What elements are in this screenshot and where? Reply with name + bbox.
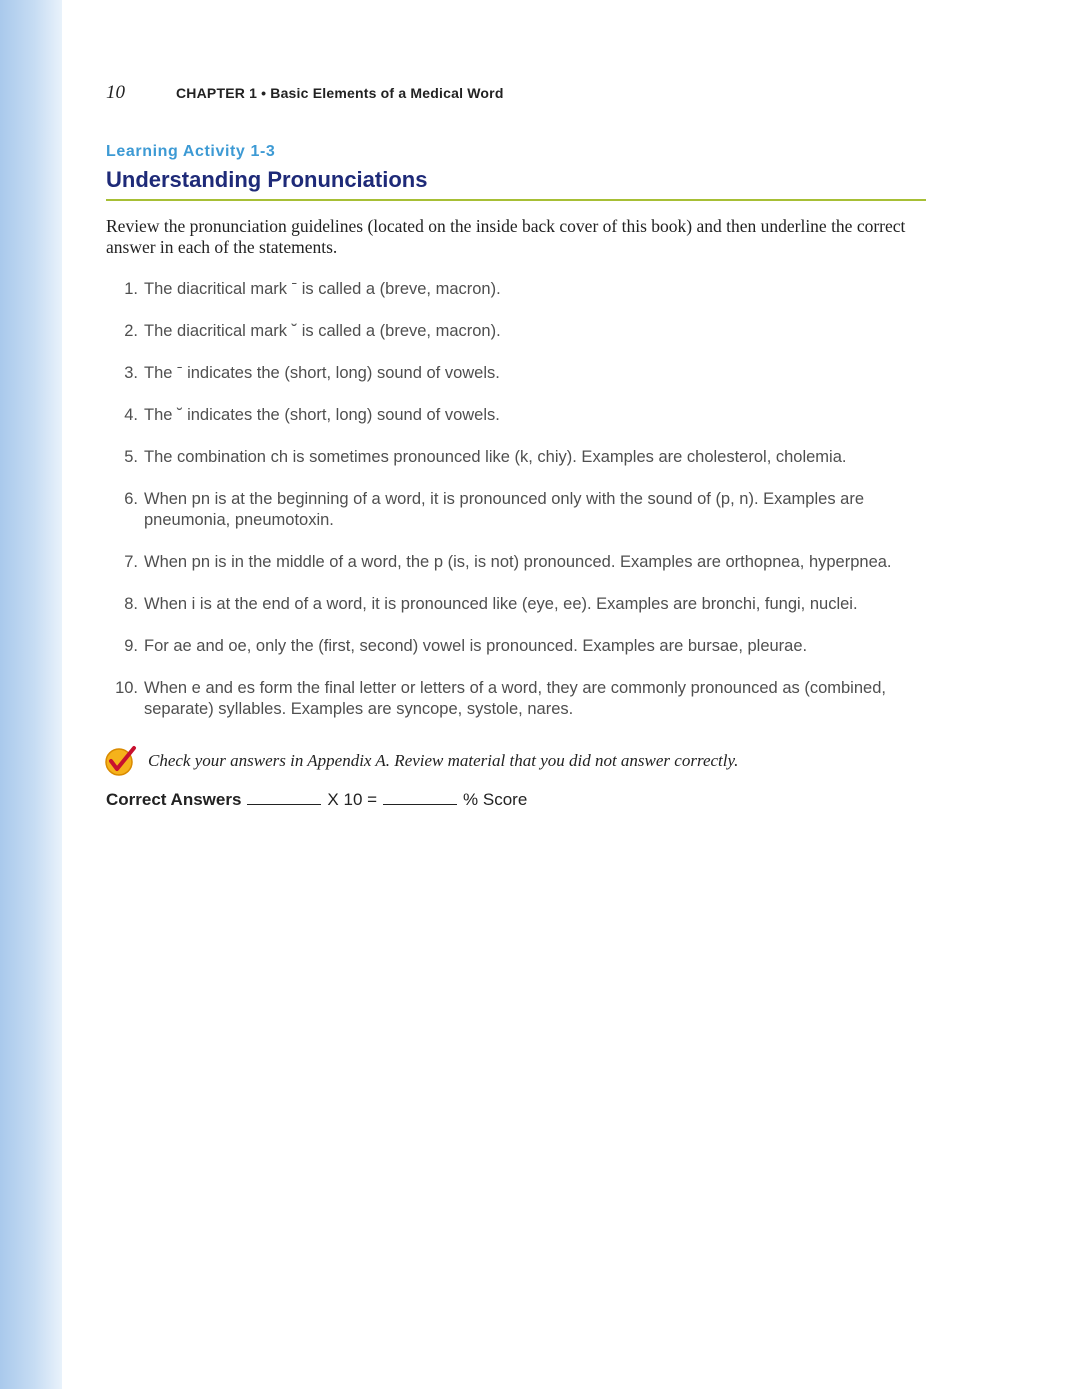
- score-multiplier: X 10 =: [327, 790, 378, 809]
- separator: •: [261, 85, 267, 101]
- intro-text: Review the pronunciation guidelines (located on the inside back cover of this book) and then underline the correct answer in each of the statements.: [106, 216, 906, 257]
- item-number: 1.: [124, 280, 138, 298]
- item-text: The ˘ indicates the (short, long) sound of vowels.: [144, 406, 500, 424]
- activity-label: Learning Activity 1-3: [106, 143, 276, 160]
- item-number: 5.: [124, 448, 138, 466]
- item-number: 6.: [124, 490, 138, 508]
- chapter-heading: [176, 85, 504, 101]
- item-text: The diacritical mark ˘ is called a (breve, macron).: [144, 322, 501, 340]
- activity-title: Understanding Pronunciations: [106, 167, 428, 192]
- list-item: [106, 447, 936, 468]
- item-number: 3.: [124, 364, 138, 382]
- item-text: When pn is at the beginning of a word, it is pronounced only with the sound of (p, n). Examples are pneumonia, pneumotoxin.: [144, 490, 864, 529]
- item-text: When pn is in the middle of a word, the p (is, is not) pronounced. Examples are orthopnea, hyperpnea.: [144, 553, 892, 571]
- item-number: 7.: [124, 553, 138, 571]
- list-item: [106, 636, 936, 657]
- side-band: [0, 0, 62, 1389]
- list-item: [106, 279, 936, 300]
- running-head: [106, 82, 504, 106]
- item-number: 8.: [124, 595, 138, 613]
- item-number: 10.: [115, 679, 138, 697]
- item-text: The diacritical mark ˉ is called a (breve, macron).: [144, 280, 501, 298]
- score-blank[interactable]: [383, 790, 457, 805]
- list-item: [106, 552, 936, 573]
- list-item: [106, 363, 936, 384]
- chapter-number: CHAPTER 1: [176, 85, 258, 101]
- list-item: [106, 489, 936, 531]
- check-answers-note: [104, 744, 738, 778]
- page-number: 10: [106, 82, 125, 103]
- list-item: [106, 594, 936, 615]
- score-suffix: % Score: [463, 790, 528, 809]
- item-text: For ae and oe, only the (first, second) vowel is pronounced. Examples are bursae, pleurae.: [144, 637, 808, 655]
- check-text: Check your answers in Appendix A. Review material that you did not answer correctly.: [148, 751, 739, 770]
- list-item: [106, 405, 936, 426]
- item-number: 9.: [124, 637, 138, 655]
- list-item: [106, 678, 936, 720]
- list-item: [106, 321, 936, 342]
- score-label: Correct Answers: [106, 790, 242, 809]
- title-rule: [106, 199, 926, 201]
- item-text: When e and es form the final letter or letters of a word, they are commonly pronounced as (combined, separate) syllables. Examples are syncope, systole, nares.: [144, 679, 886, 718]
- item-text: When i is at the end of a word, it is pronounced like (eye, ee). Examples are bronchi, fungi, nuclei.: [144, 595, 858, 613]
- question-list: [106, 279, 936, 741]
- item-text: The combination ch is sometimes pronounced like (k, chiy). Examples are cholesterol, cholemia.: [144, 448, 847, 466]
- score-line: [106, 790, 527, 810]
- correct-answers-blank[interactable]: [247, 790, 321, 805]
- item-text: The ˉ indicates the (short, long) sound of vowels.: [144, 364, 500, 382]
- item-number: 4.: [124, 406, 138, 424]
- item-number: 2.: [124, 322, 138, 340]
- chapter-title: Basic Elements of a Medical Word: [270, 85, 504, 101]
- check-mark-icon: [104, 744, 138, 778]
